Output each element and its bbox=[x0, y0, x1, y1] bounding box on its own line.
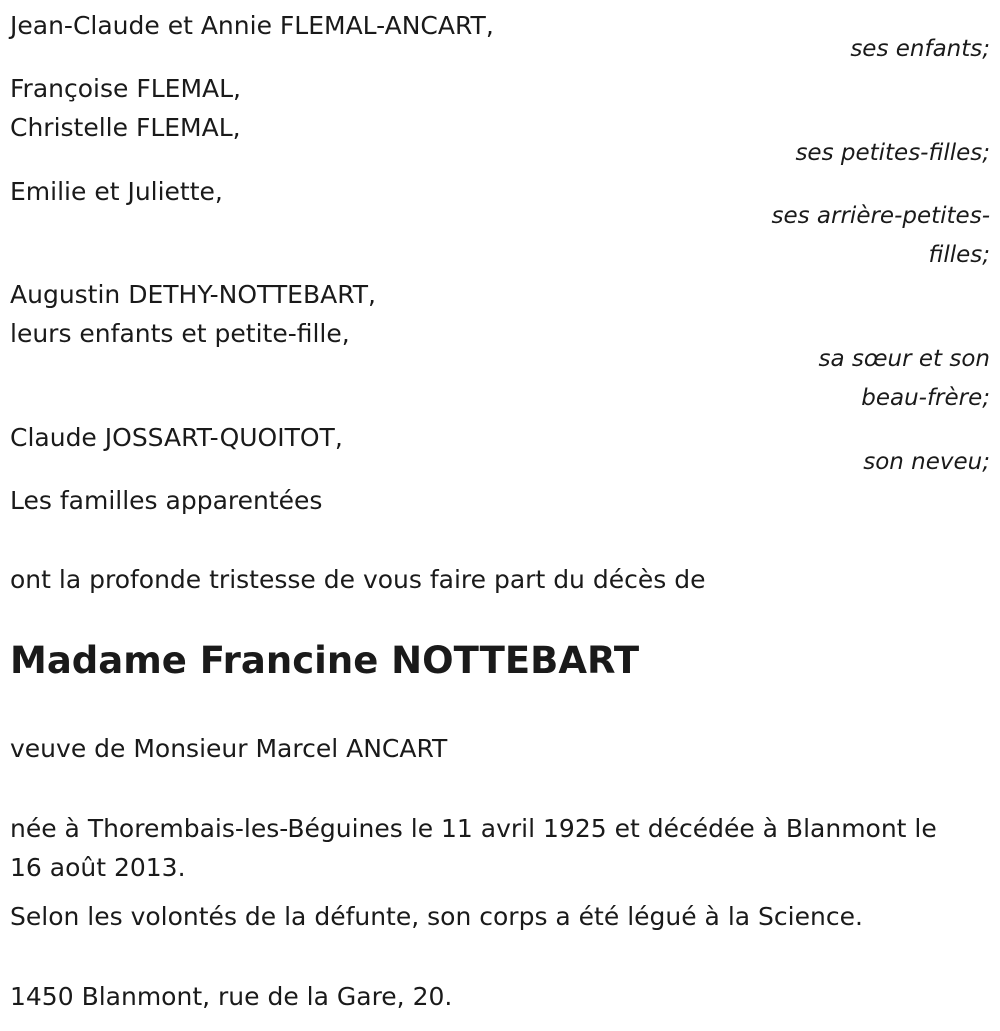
great-granddaughters-role: ses arrière-petites- bbox=[771, 203, 990, 229]
granddaughters-role: ses petites-filles; bbox=[795, 140, 990, 166]
widow-of: veuve de Monsieur Marcel ANCART bbox=[10, 734, 448, 763]
address: 1450 Blanmont, rue de la Gare, 20. bbox=[10, 982, 453, 1011]
deceased-name: Madame Francine NOTTEBART bbox=[10, 639, 640, 682]
granddaughter-name: Françoise FLEMAL, bbox=[10, 74, 241, 103]
children-role: ses enfants; bbox=[850, 36, 990, 62]
great-granddaughters-names: Emilie et Juliette, bbox=[10, 177, 223, 206]
sibling-descendants: leurs enfants et petite-fille, bbox=[10, 319, 350, 348]
nephew-role: son neveu; bbox=[863, 449, 990, 475]
birth-death-details: née à Thorembais-les-Béguines le 11 avril 1925 et décédée à Blanmont le bbox=[10, 814, 937, 843]
nephew-name: Claude JOSSART-QUOITOT, bbox=[10, 423, 343, 452]
birth-death-details-continued: 16 août 2013. bbox=[10, 853, 186, 882]
related-families: Les familles apparentées bbox=[10, 486, 323, 515]
sibling-role-continued: beau-frère; bbox=[861, 385, 990, 411]
announcement-intro: ont la profonde tristesse de vous faire part du décès de bbox=[10, 565, 706, 594]
great-granddaughters-role-continued: filles; bbox=[928, 242, 990, 268]
final-wishes: Selon les volontés de la défunte, son corps a été légué à la Science. bbox=[10, 902, 863, 931]
granddaughter-name: Christelle FLEMAL, bbox=[10, 113, 241, 142]
sibling-role: sa sœur et son bbox=[818, 346, 990, 372]
sibling-names: Augustin DETHY-NOTTEBART, bbox=[10, 280, 376, 309]
children-names: Jean-Claude et Annie FLEMAL-ANCART, bbox=[10, 11, 494, 40]
